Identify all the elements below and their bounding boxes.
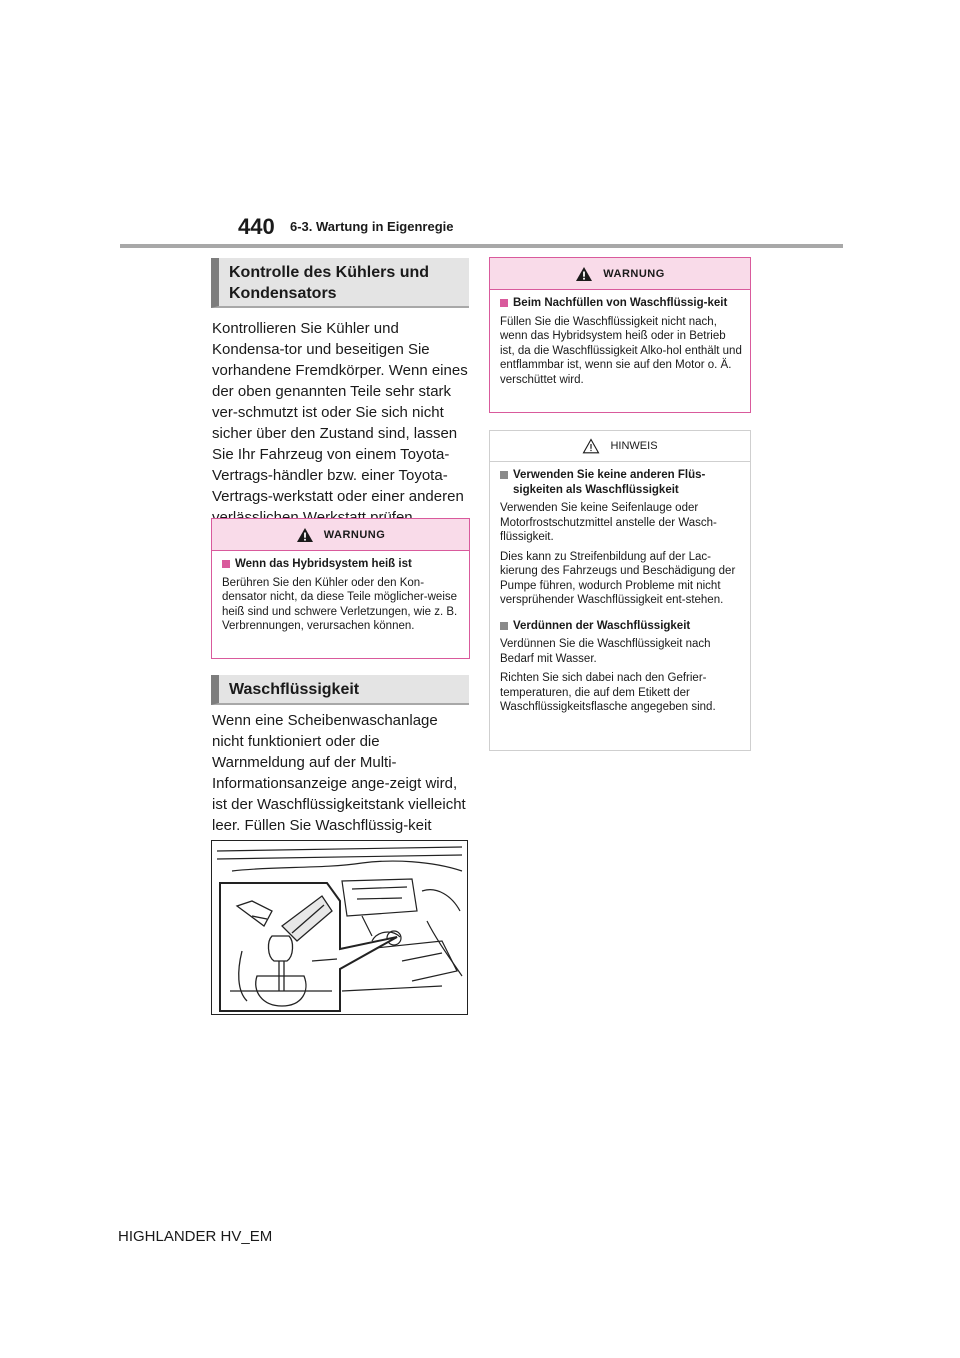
section-title: 6-3. Wartung in Eigenregie (290, 219, 454, 234)
warning-subheading: Wenn das Hybridsystem heiß ist (235, 558, 412, 570)
caution-triangle-outline-icon (582, 438, 600, 454)
header-divider (120, 244, 843, 248)
note-subheading-2: Verdünnen der Waschflüssigkeit (513, 619, 691, 632)
warning-label: WARNUNG (323, 528, 386, 541)
heading-washer-fluid: Waschflüssigkeit (211, 675, 469, 705)
warning-subheading: Beim Nachfüllen von Waschflüssig-keit (513, 297, 728, 309)
warning-text: Berühren Sie den Kühler oder den Kon-densator nicht, da diese Teile möglicher-weise heiß sind und schwere Verletzungen, wie z. B. Verbrennungen, verursachen können. (222, 576, 458, 632)
warning-header (212, 519, 469, 551)
note-box-hinweis (489, 430, 751, 751)
note-subheading-1: Verwenden Sie keine anderen Flüs-sigkeiten als Waschflüssigkeit (513, 469, 706, 496)
note-label: HINWEIS (610, 440, 658, 452)
warning-triangle-icon (575, 266, 593, 282)
bullet-square-icon (500, 471, 508, 479)
bullet-square-icon (500, 299, 508, 307)
footer-model-code: HIGHLANDER HV_EM (118, 1228, 273, 1245)
note-header (490, 431, 750, 462)
heading-radiator-check: Kontrolle des Kühlers und Kondensators (211, 258, 469, 308)
warning-label: WARNUNG (603, 267, 665, 280)
warning-text: Füllen Sie die Waschflüssigkeit nicht nach, wenn das Hybridsystem heiß oder in Betrieb ist, da die Waschflüssigkeit Alko-hol enthält und entflammbar ist, wenn sie auf den Motor o. Ä. verschüttet wird. (500, 315, 742, 386)
note-text-1a: Verwenden Sie keine Seifenlauge oder Motorfrostschutzmittel anstelle der Wasch-flüssigkeit. (500, 502, 717, 543)
warning-header (490, 258, 750, 290)
warning-box-hybrid-hot (211, 518, 470, 659)
warning-box-refill (489, 257, 751, 413)
engine-bay-illustration (211, 840, 468, 1015)
paragraph-radiator: Kontrollieren Sie Kühler und Kondensa-tor und beseitigen Sie vorhandene Fremdkörper. Wenn eines der oben genannten Teile sehr stark ver-schmutzt ist oder Sie sich nicht sicher über den Zustand sind, lassen Sie Ihr Fahrzeug von einem Toyota-Vertrags-händler bzw. einer Toyota-Vertrags-werkstatt oder einer anderen (212, 320, 468, 505)
note-text-2a: Verdünnen Sie die Waschflüssigkeit nach Bedarf mit Wasser. (500, 638, 711, 665)
paragraph-washer: Wenn eine Scheibenwaschanlage nicht funktioniert oder die Warnmeldung auf der Multi-Informationsanzeige ange-zeigt wird, ist der Waschflüssigkeitstank vielleicht leer. Füllen Sie Waschflüssig-keit (212, 712, 466, 834)
page-number: 440 (238, 214, 275, 239)
bullet-square-icon (222, 560, 230, 568)
bullet-square-icon (500, 622, 508, 630)
note-text-2b: Richten Sie sich dabei nach den Gefrier-temperaturen, die auf dem Etikett der Waschflüssigkeitsflasche angegeben sind. (500, 672, 716, 713)
warning-triangle-icon (296, 527, 314, 543)
note-text-1b: Dies kann zu Streifenbildung auf der Lac-kierung des Fahrzeugs und Beschädigung der Pumpe führen, wodurch Probleme mit nicht versprühender Waschflüssigkeit ent-stehen. (500, 550, 736, 606)
